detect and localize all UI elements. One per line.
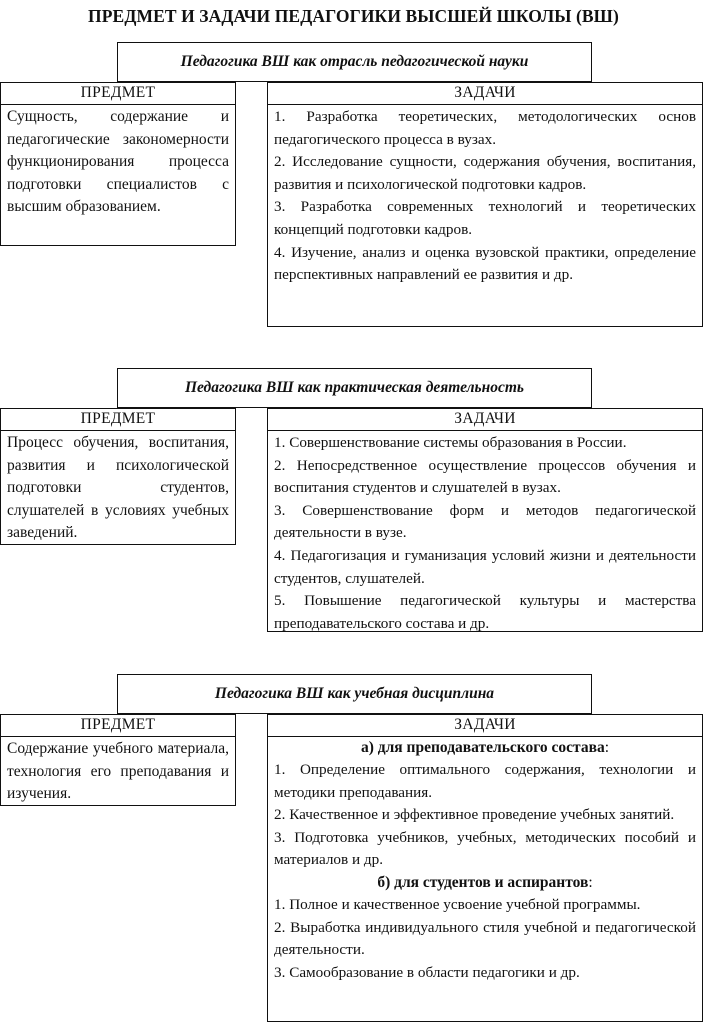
task-item: 2. Выработка индивидуального стиля учебной и педагогической деятельности. <box>274 918 696 959</box>
subject-text: Содержание учебного материала, технология его преподавания и изучения. <box>7 740 229 803</box>
tasks-label: ЗАДАЧИ <box>268 83 702 105</box>
task-item: 1. Полное и качественное усвоение учебной программы. <box>274 895 641 913</box>
group-b-task-list <box>268 894 702 984</box>
tasks-label: ЗАДАЧИ <box>268 715 702 737</box>
section-2-tasks-box <box>267 408 703 632</box>
section-1-header: Педагогика ВШ как отрасль педагогической науки <box>117 42 592 82</box>
task-list <box>268 105 702 287</box>
task-list <box>268 431 702 635</box>
task-item: 2. Непосредственное осуществление процессов обучения и воспитания студентов и слушателей в вузах. <box>274 456 696 497</box>
task-item: 1. Определение оптимального содержания, технологии и методики преподавания. <box>274 761 696 801</box>
task-item: 3. Совершенствование форм и методов педагогической деятельности в вузе. <box>274 501 696 542</box>
subject-label: ПРЕДМЕТ <box>1 715 235 737</box>
group-a-colon: : <box>604 739 610 756</box>
task-item: 5. Повышение педагогической культуры и мастерства преподавательского состава и др. <box>274 592 696 632</box>
section-2-subject-box <box>0 408 236 545</box>
tasks-label: ЗАДАЧИ <box>268 409 702 431</box>
group-b-title-text: б) для студентов и аспирантов <box>377 873 589 891</box>
subject-label: ПРЕДМЕТ <box>1 409 235 431</box>
group-a-task-list <box>268 759 702 872</box>
task-item: 2. Исследование сущности, содержания обучения, воспитания, развития и психологической подготовки кадров. <box>274 153 696 193</box>
group-b-colon: : <box>588 873 593 891</box>
task-item: 1. Разработка теоретических, методологических основ педагогического процесса в вузах. <box>274 108 696 148</box>
group-a-title <box>268 737 702 759</box>
section-3-tasks-box <box>267 714 703 1022</box>
task-item: 3. Самообразование в области педагогики и др. <box>274 963 580 981</box>
task-item: 4. Изучение, анализ и оценка вузовской практики, определение перспективных направлений ее развития и др. <box>274 243 696 284</box>
section-1-subject-box <box>0 82 236 246</box>
section-1-tasks-box <box>267 82 703 327</box>
section-3-header: Педагогика ВШ как учебная дисциплина <box>117 674 592 714</box>
subject-text: Сущность, содержание и педагогические закономерности функционирования процесса подготовки специалистов с высшим образованием. <box>7 108 229 216</box>
task-item: 3. Разработка современных технологий и теоретических концепций подготовки кадров. <box>274 198 696 238</box>
subject-label: ПРЕДМЕТ <box>1 83 235 105</box>
task-item: 1. Совершенствование системы образования в России. <box>274 434 627 451</box>
group-b-title <box>268 872 702 894</box>
group-a-title-text: а) для преподавательского состава <box>360 739 605 756</box>
task-item: 3. Подготовка учебников, учебных, методических пособий и материалов и др. <box>274 828 696 869</box>
task-item: 4. Педагогизация и гуманизация условий жизни и деятельности студентов, слушателей. <box>274 546 696 587</box>
section-2-header: Педагогика ВШ как практическая деятельность <box>117 368 592 408</box>
page-title: ПРЕДМЕТ И ЗАДАЧИ ПЕДАГОГИКИ ВЫСШЕЙ ШКОЛЫ (ВШ) <box>88 6 619 26</box>
task-item: 2. Качественное и эффективное проведение учебных занятий. <box>274 806 675 824</box>
section-3-subject-box <box>0 714 236 806</box>
subject-text: Процесс обучения, воспитания, развития и психологической подготовки студентов, слушателей в условиях учебных заведений. <box>7 434 229 542</box>
